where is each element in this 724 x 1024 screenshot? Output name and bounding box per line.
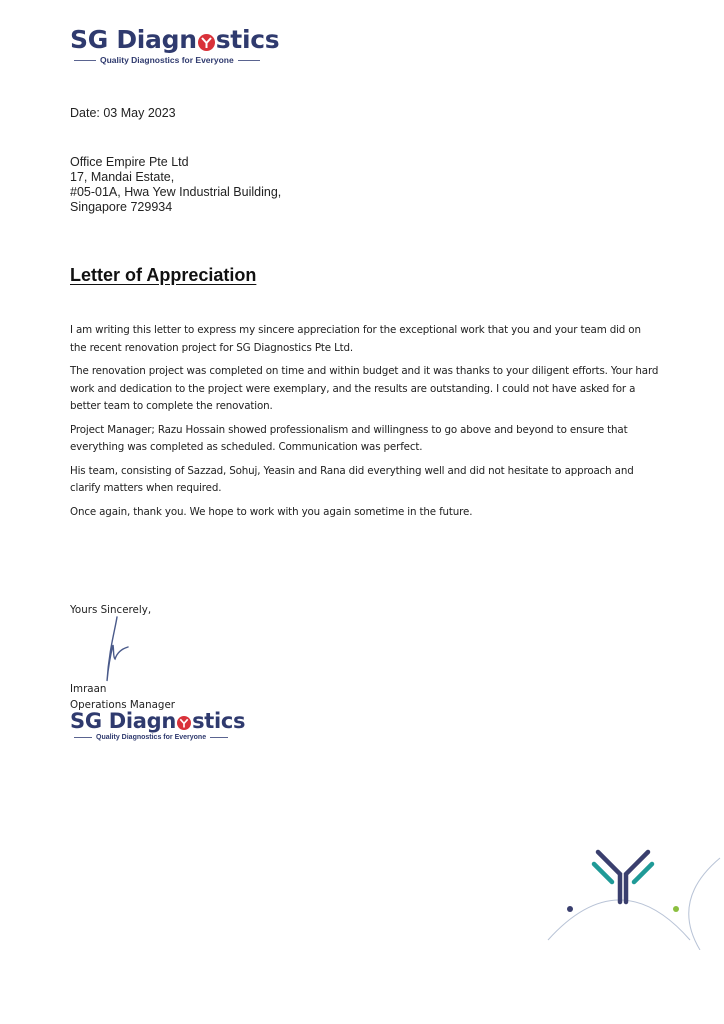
footer-company-logo <box>70 709 245 741</box>
tagline-text: Quality Diagnostics for Everyone <box>100 55 234 65</box>
signer-name: Imraan <box>70 683 107 695</box>
logo-tagline <box>70 734 245 741</box>
letter-title: Letter of Appreciation <box>70 265 257 285</box>
address-line: #05-01A, Hwa Yew Industrial Building, <box>70 185 282 199</box>
address-line: 17, Mandai Estate, <box>70 170 175 184</box>
decor-dot <box>673 906 679 912</box>
decor-arc <box>689 858 720 950</box>
body-paragraph: Project Manager; Razu Hossain showed professionalism and willingness to go above and beyond to ensure that everything was completed as scheduled. Communication was perfect. <box>70 423 628 453</box>
signature-icon <box>95 615 145 690</box>
logo-text-start: SG Diagn <box>70 25 197 54</box>
logo-text-end: stics <box>215 25 280 54</box>
letter-body <box>70 322 660 527</box>
tagline-rule-left <box>74 737 92 738</box>
logo-tagline <box>70 55 279 65</box>
body-paragraph: Once again, thank you. We hope to work with you again sometime in the future. <box>70 505 473 518</box>
address-line: Singapore 729934 <box>70 200 173 214</box>
tagline-rule-right <box>210 737 228 738</box>
antibody-o-icon <box>177 716 191 730</box>
body-paragraph: I am writing this letter to express my sincere appreciation for the exceptional work that you and your team did on the recent renovation project for SG Diagnostics Pte Ltd. <box>70 324 641 354</box>
antibody-icon <box>540 840 724 955</box>
signer-title: Operations Manager <box>70 699 176 711</box>
recipient-address <box>70 155 281 215</box>
antibody-o-icon <box>198 34 215 51</box>
address-line: Office Empire Pte Ltd <box>70 155 189 169</box>
signoff: Yours Sincerely, <box>70 604 152 616</box>
logo-wordmark <box>70 26 279 54</box>
logo-text-end: stics <box>192 709 246 733</box>
logo-text-start: SG Diagn <box>70 709 177 733</box>
decor-arc <box>548 900 690 940</box>
letter-date: Date: 03 May 2023 <box>70 106 176 120</box>
tagline-text: Quality Diagnostics for Everyone <box>96 734 207 741</box>
tagline-rule-left <box>74 60 96 61</box>
body-paragraph: The renovation project was completed on time and within budget and it was thanks to your diligent efforts. Your hard work and dedication to the project were exemplary, and the results are outstanding. I could not have asked for a better team to complete the renovation. <box>70 365 659 412</box>
company-logo <box>70 26 279 65</box>
body-paragraph: His team, consisting of Sazzad, Sohuj, Yeasin and Rana did everything well and did not hesitate to approach and clarify matters when required. <box>70 464 634 494</box>
logo-wordmark <box>70 709 245 733</box>
tagline-rule-right <box>238 60 260 61</box>
decor-dot <box>567 906 573 912</box>
